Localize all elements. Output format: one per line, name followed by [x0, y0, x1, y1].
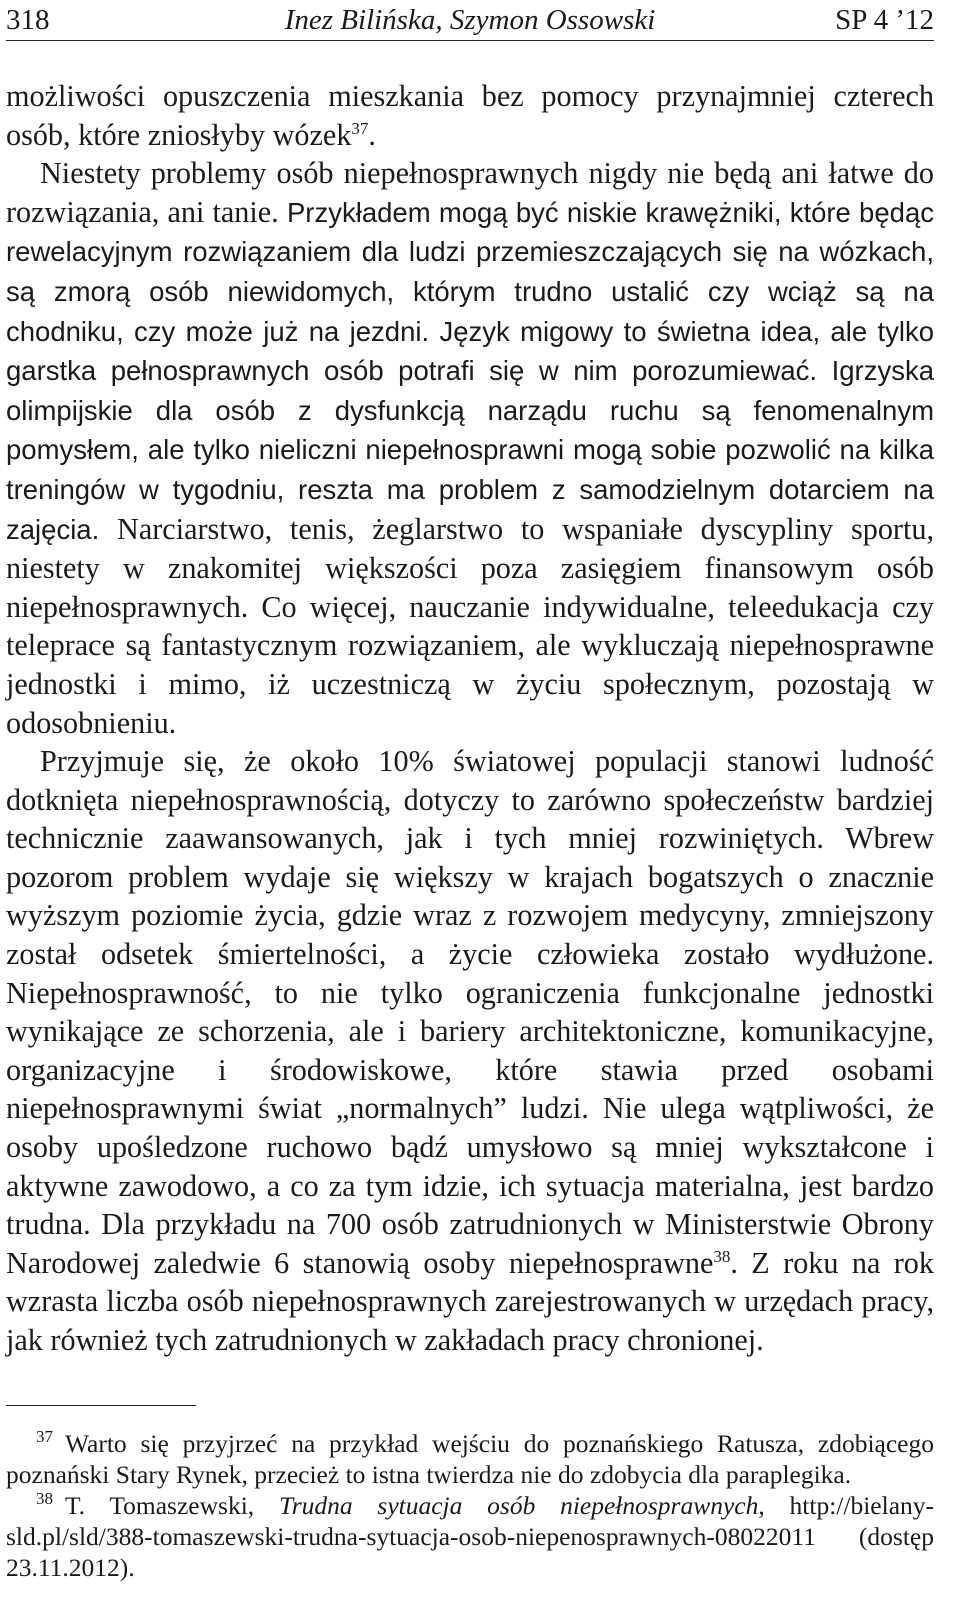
- running-header: [6, 0, 934, 41]
- paragraph-2-serif-start: Niestety problemy osób niepełnosprawnych nigdy nie będą ani łatwe do rozwiązania, ani tanie.: [6, 156, 934, 229]
- footnote-37: [6, 1428, 934, 1490]
- footnote-38-author: T. Tomaszewski,: [65, 1490, 279, 1520]
- footnote-mark-38: 38: [36, 1489, 53, 1509]
- footnote-ref-38[interactable]: 38: [713, 1246, 731, 1266]
- paragraph-2-serif-end: Narciarstwo, tenis, żeglarstwo to wspaniałe dyscypliny sportu, niestety w znakomitej większości poza zasięgiem finansowym osób niepełnosprawnych. Co więcej, nauczanie indywidualne, teleedukacja czy teleprace są fantastycznym rozwiązaniem, ale wykluczają niepełnosprawne jednostki i mimo, iż uczestniczą w życiu społecznym, pozostają w odosobnieniu.: [6, 511, 934, 740]
- footnote-ref-37[interactable]: 37: [351, 118, 369, 138]
- paragraph-3-end: . Z roku na rok wzrasta liczba osób niepełnosprawnych zarejestrowanych w urzędach pracy, jak również tych zatrudnionych w zakładach pracy chronionej.: [6, 1245, 934, 1357]
- page-number: 318: [6, 4, 50, 36]
- footnote-mark-37: 37: [36, 1427, 53, 1447]
- footnote-38-title: Trudna sytuacja osób niepełnosprawnych: [278, 1490, 759, 1520]
- paragraph-1-text: możliwości opuszczenia mieszkania bez pomocy przynajmniej czterech osób, które zniosłyby wózek: [6, 79, 934, 152]
- paragraph-1-end: .: [368, 117, 376, 152]
- footnote-37-text: Warto się przyjrzeć na przykład wejściu do poznańskiego Ratusza, zdobiącego poznański Stary Rynek, przecież to istna twierdza nie do zdobycia dla paraplegika.: [6, 1428, 934, 1489]
- footnote-divider: [6, 1405, 196, 1406]
- paragraph-3: [6, 742, 934, 1360]
- paragraph-1: [6, 77, 934, 154]
- paragraph-3-text: Przyjmuje się, że około 10% światowej populacji stanowi ludność dotknięta niepełnosprawnością, dotyczy to zarówno społeczeństw bardziej technicznie zaawansowanych, jak i tych mniej rozwiniętych. Wbrew pozorom problem wydaje się większy w krajach bogatszych o znacznie wyższym poziomie życia, gdzie wraz z rozwojem medycyny, zmniejszony został odsetek śmiertelności, a życie człowieka zostało wydłużone. Niepełnosprawność, to nie tylko ograniczenia funkcjonalne jednostki wynikające ze schorzenia, ale i bariery architektoniczne, komunikacyjne, organizacyjne i środowiskowe, które stawia przed osobami niepełnosprawnymi świat „normalnych” ludzi. Nie ulega wątpliwości, że osoby upośledzone ruchowo bądź umysłowo są mniej wykształcone i aktywne zawodowo, a co za tym idzie, ich sytuacja materialna, jest bardzo trudna. Dla przykładu na 700 osób zatrudnionych w Ministerstwie Obrony Narodowej zaledwie 6 stanowią osoby niepełnosprawne: [6, 744, 934, 1280]
- footnotes: [6, 1428, 934, 1583]
- footnote-38-link[interactable]: , http://bielany-sld.pl/sld/388-tomaszewski-trudna-sytuacja-osob-niepenosprawnych-08022011 (dostęp 23.11.2012).: [6, 1490, 934, 1582]
- body-text: [6, 77, 934, 1360]
- running-header-journal: SP 4 ’12: [835, 4, 934, 36]
- footnote-38: [6, 1490, 934, 1583]
- paragraph-2: [6, 154, 934, 742]
- paragraph-2-sans-section: Przykładem mogą być niskie krawężniki, które będąc rewelacyjnym rozwiązaniem dla ludzi przemieszczających się na wózkach, są zmorą osób niewidomych, którym trudno ustalić czy wciąż są na chodniku, czy może już na jezdni. Język migowy to świetna idea, ale tylko garstka pełnosprawnych osób potrafi się w nim porozumiewać. Igrzyska olimpijskie dla osób z dysfunkcją narządu ruchu są fenomenalnym pomysłem, ale tylko nieliczni niepełnosprawni mogą sobie pozwolić na kilka treningów w tygodniu, reszta ma problem z samodzielnym dotarciem na zajęcia.: [6, 196, 934, 545]
- running-header-authors: Inez Bilińska, Szymon Ossowski: [284, 4, 656, 36]
